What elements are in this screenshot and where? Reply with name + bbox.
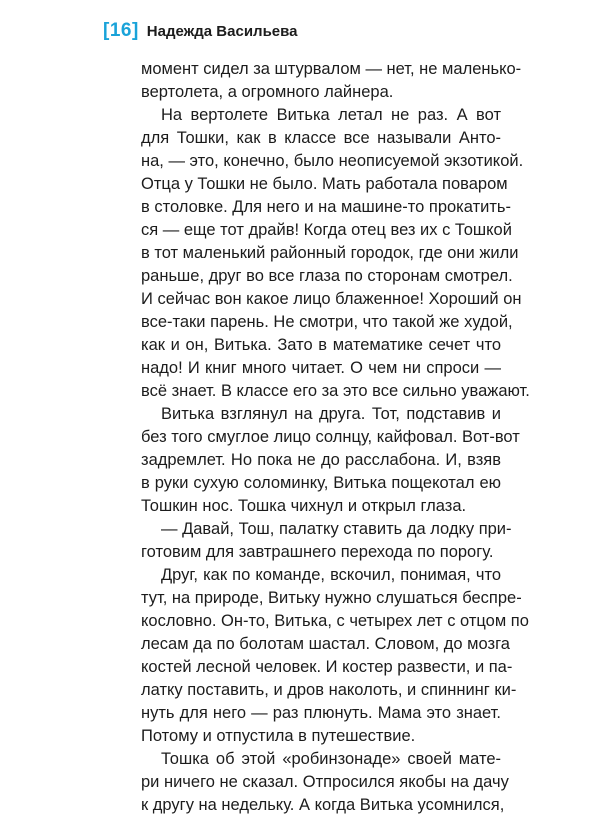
text-line: вертолета, а огромного лайнера. (141, 83, 394, 101)
body-text (141, 58, 530, 817)
text-line: как и он, Витька. Зато в математике сечет что (141, 336, 501, 354)
text-line: в тот маленький районный городок, где они жили (141, 244, 519, 262)
text-line: Тошкин нос. Тошка чихнул и открыл глаза. (141, 497, 467, 515)
text-line: — Давай, Тош, палатку ставить да лодку при- (161, 520, 512, 538)
text-line: для Тошки, как в классе все называли Анто- (141, 129, 501, 147)
text-line: ся — еще тот драйв! Когда отец вез их с Тошкой (141, 221, 512, 239)
text-line: все-таки парень. Не смотри, что такой же худой, (141, 313, 513, 331)
text-line: в руки сухую соломинку, Витька пощекотал ею (141, 474, 501, 492)
text-line: Тошка об этой «робинзонаде» своей мате- (161, 750, 501, 768)
text-line: на, — это, конечно, было неописуемой экзотикой. (141, 152, 524, 170)
text-line: На вертолете Витька летал не раз. А вот (161, 106, 501, 124)
text-line: Потому и отпустила в путешествие. (141, 727, 416, 745)
text-line: задремлет. Но пока не до расслабона. И, взяв (141, 451, 501, 469)
text-line: Отца у Тошки не было. Мать работала поваром (141, 175, 508, 193)
author-name: Надежда Васильева (146, 22, 298, 40)
text-line: готовим для завтрашнего перехода по порогу. (141, 543, 494, 561)
text-line: в столовке. Для него и на машине-то прокатить- (141, 198, 511, 216)
text-line: ри ничего не сказал. Отпросился якобы на дачу (141, 773, 509, 791)
text-line: костей лесной человек. И костер развести, и па- (141, 658, 513, 676)
text-line: момент сидел за штурвалом — нет, не маленько- (141, 60, 522, 78)
text-line: тут, на природе, Витьку нужно слушаться беспре- (141, 589, 522, 607)
text-line: к другу на недельку. А когда Витька усомнился, (141, 796, 505, 814)
page-number: [16] (103, 20, 139, 41)
text-line: надо! И книг много читает. О чем ни спроси — (141, 359, 501, 377)
text-line: раньше, друг во все глаза по сторонам смотрел. (141, 267, 513, 285)
text-line: без того смуглое лицо солнцу, кайфовал. Вот-вот (141, 428, 520, 446)
text-line: кословно. Он-то, Витька, с четырех лет с отцом по (141, 612, 529, 630)
text-line: И сейчас вон какое лицо блаженное! Хороший он (141, 290, 522, 308)
text-line: всё знает. В классе его за это все сильно уважают. (141, 382, 530, 400)
text-line: Друг, как по команде, вскочил, понимая, что (161, 566, 501, 584)
text-line: Витька взглянул на друга. Тот, подставив и (161, 405, 501, 423)
text-line: лесам да по болотам шастал. Словом, до мозга (141, 635, 510, 653)
text-line: нуть для него — раз плюнуть. Мама это знает. (141, 704, 501, 722)
running-header (103, 18, 298, 44)
text-line: латку поставить, и дров наколоть, и спиннинг ки- (141, 681, 517, 699)
